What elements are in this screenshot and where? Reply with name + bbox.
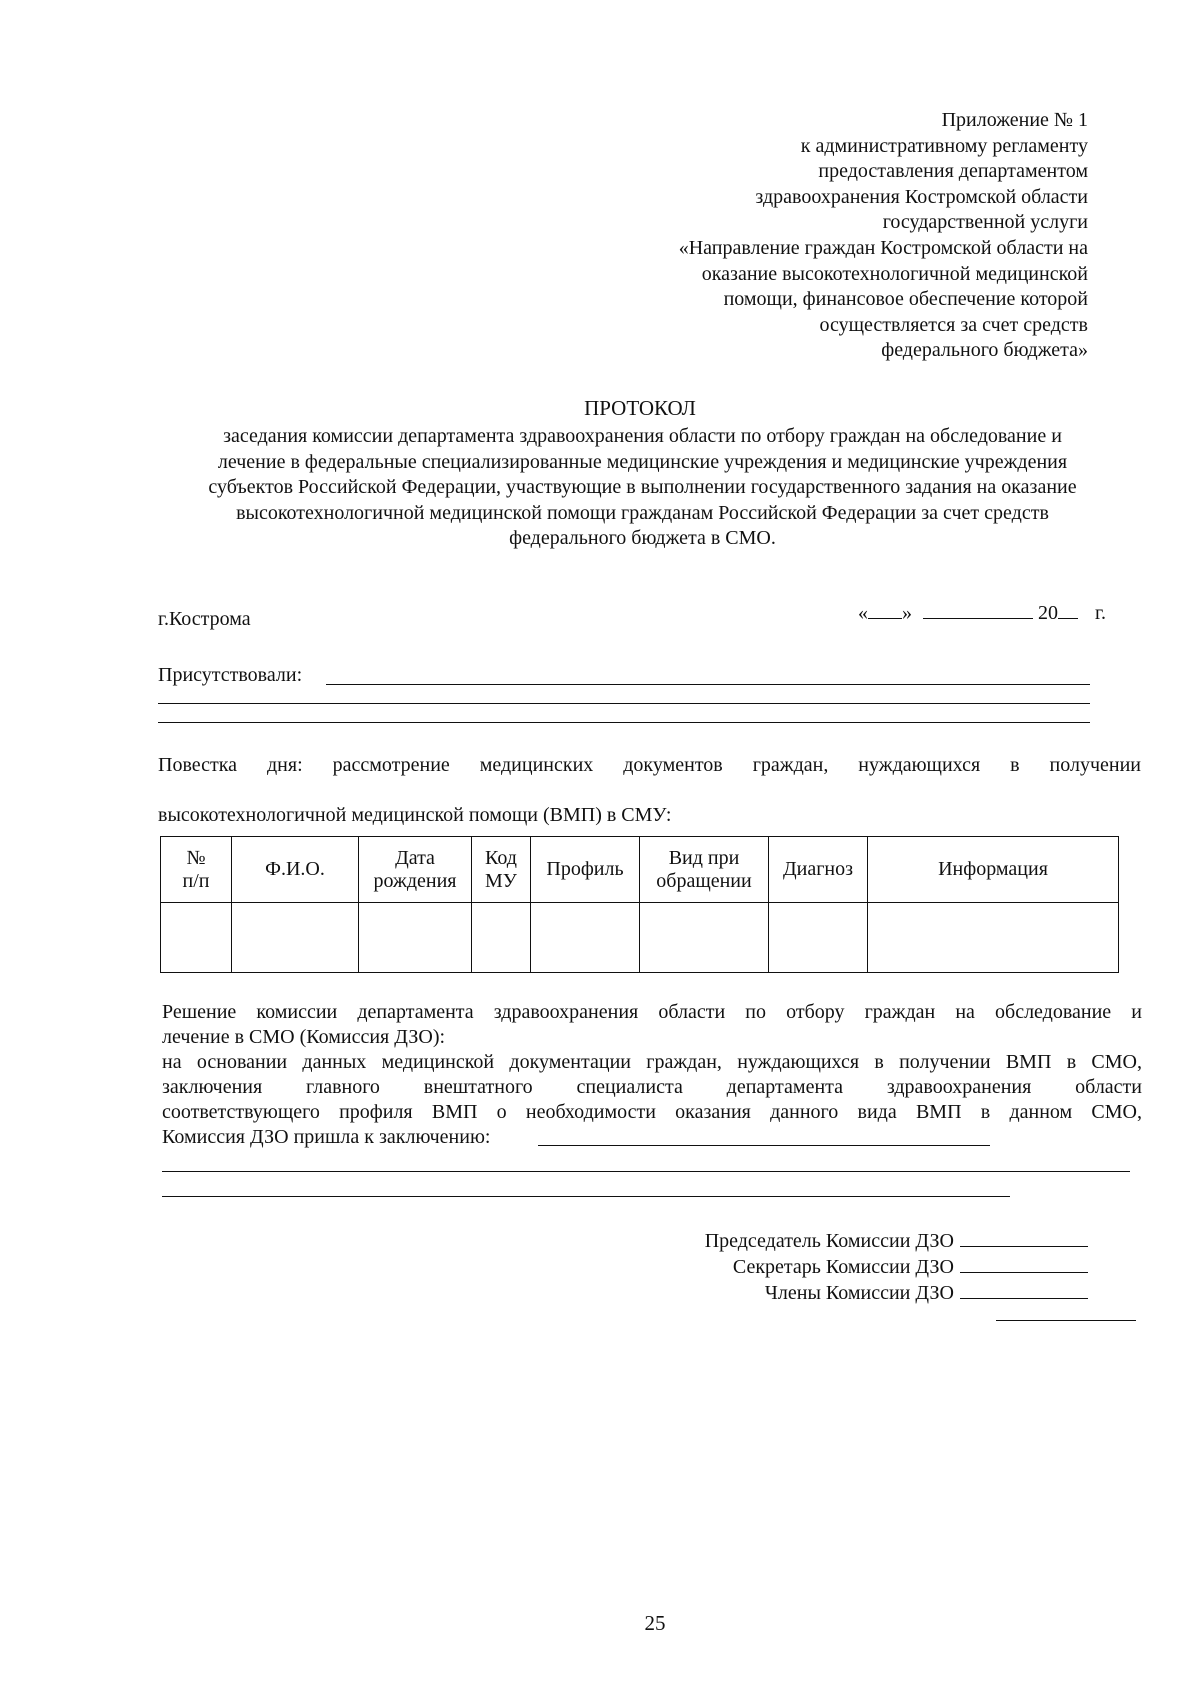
day-blank[interactable] <box>868 600 902 619</box>
present-line-3[interactable] <box>158 722 1090 723</box>
signature-line[interactable] <box>960 1280 1088 1299</box>
table-row <box>161 903 1119 973</box>
decision-heading-line: лечение в СМО (Комиссия ДЗО): <box>162 1026 446 1048</box>
year-blank[interactable] <box>1058 600 1078 619</box>
conclusion-line-1[interactable] <box>538 1145 990 1146</box>
appendix-line: предоставления департаментом <box>818 160 1088 183</box>
table-cell[interactable] <box>359 903 472 973</box>
col-header-birthdate: Дата рождения <box>359 837 472 903</box>
table-cell[interactable] <box>868 903 1119 973</box>
signature-chairman <box>568 1228 1088 1254</box>
signature-line[interactable] <box>960 1228 1088 1247</box>
conclusion-line-3[interactable] <box>162 1196 1010 1197</box>
agenda-line: Повестка дня: рассмотрение медицинских документов граждан, нуждающихся в получении <box>158 754 1141 776</box>
table-cell[interactable] <box>531 903 640 973</box>
patients-table <box>160 836 1119 973</box>
document-title: ПРОТОКОЛ <box>584 396 696 420</box>
city-label: г.Кострома <box>158 608 251 630</box>
decision-body-line: заключения главного внештатного специалиста департамента здравоохранения области <box>162 1076 1142 1098</box>
decision-body-line: соответствующего профиля ВМП о необходимости оказания данного вида ВМП в данном СМО, <box>162 1101 1142 1123</box>
signature-label: Секретарь Комиссии ДЗО <box>732 1256 954 1278</box>
signature-members <box>568 1280 1088 1306</box>
col-header-number: № п/п <box>161 837 232 903</box>
table-cell[interactable] <box>232 903 359 973</box>
col-header-profile: Профиль <box>531 837 640 903</box>
appendix-line: оказание высокотехнологичной медицинской <box>701 262 1088 285</box>
decision-heading-line: Решение комиссии департамента здравоохранения области по отбору граждан на обследование и <box>162 1001 1142 1023</box>
date-open-quote: « <box>858 602 868 624</box>
decision-conclusion: Комиссия ДЗО пришла к заключению: <box>162 1126 491 1148</box>
appendix-line: государственной услуги <box>882 211 1088 234</box>
appendix-line: осуществляется за счет средств <box>819 313 1088 336</box>
signature-members-extra-line[interactable] <box>996 1320 1136 1321</box>
table-cell[interactable] <box>769 903 868 973</box>
decision-section <box>162 1000 1142 1150</box>
subtitle-line: заседания комиссии департамента здравоохранения области по отбору граждан на обследование и <box>223 425 1062 447</box>
decision-body-line: на основании данных медицинской документации граждан, нуждающихся в получении ВМП в СМО, <box>162 1051 1142 1073</box>
agenda <box>158 753 1141 828</box>
date-close-quote: » <box>902 602 912 624</box>
appendix-header <box>568 108 1088 364</box>
present-line-2[interactable] <box>158 703 1090 704</box>
col-header-visit-type: Вид при обращении <box>640 837 769 903</box>
signature-secretary <box>568 1254 1088 1280</box>
conclusion-line-2[interactable] <box>162 1171 1130 1172</box>
year-prefix: 20 <box>1038 602 1058 624</box>
appendix-line: «Направление граждан Костромской области на <box>678 236 1088 259</box>
agenda-line: высокотехнологичной медицинской помощи (ВМП) в СМУ: <box>158 804 672 826</box>
col-header-code: Код МУ <box>472 837 531 903</box>
date-field <box>858 600 1106 625</box>
subtitle-line: лечение в федеральные специализированные медицинские учреждения и медицинские учреждения <box>217 450 1068 473</box>
signature-label: Председатель Комиссии ДЗО <box>704 1230 954 1252</box>
subtitle-line: федерального бюджета в СМО. <box>509 527 776 549</box>
subtitle-line: высокотехнологичной медицинской помощи гражданам Российской Федерации за счет средств <box>236 501 1049 524</box>
table-header-row <box>161 837 1119 903</box>
col-header-diagnosis: Диагноз <box>769 837 868 903</box>
appendix-line: к административному регламенту <box>800 134 1088 157</box>
col-header-information: Информация <box>868 837 1119 903</box>
subtitle-line: субъектов Российской Федерации, участвующие в выполнении государственного задания на оказание <box>208 476 1077 498</box>
appendix-line: здравоохранения Костромской области <box>755 185 1088 208</box>
signature-label: Члены Комиссии ДЗО <box>764 1282 954 1304</box>
table-cell[interactable] <box>472 903 531 973</box>
present-label: Присутствовали: <box>158 664 303 686</box>
appendix-line: Приложение № 1 <box>941 109 1088 131</box>
year-suffix: г. <box>1095 602 1106 624</box>
appendix-line: помощи, финансовое обеспечение которой <box>723 288 1088 311</box>
table-cell[interactable] <box>640 903 769 973</box>
page-number: 25 <box>644 1611 666 1635</box>
col-header-name: Ф.И.О. <box>232 837 359 903</box>
appendix-line: федерального бюджета» <box>881 339 1088 362</box>
signature-line[interactable] <box>960 1254 1088 1273</box>
present-line-1[interactable] <box>326 684 1090 685</box>
table-cell[interactable] <box>161 903 232 973</box>
document-subtitle <box>150 424 1135 552</box>
month-blank[interactable] <box>923 600 1033 619</box>
